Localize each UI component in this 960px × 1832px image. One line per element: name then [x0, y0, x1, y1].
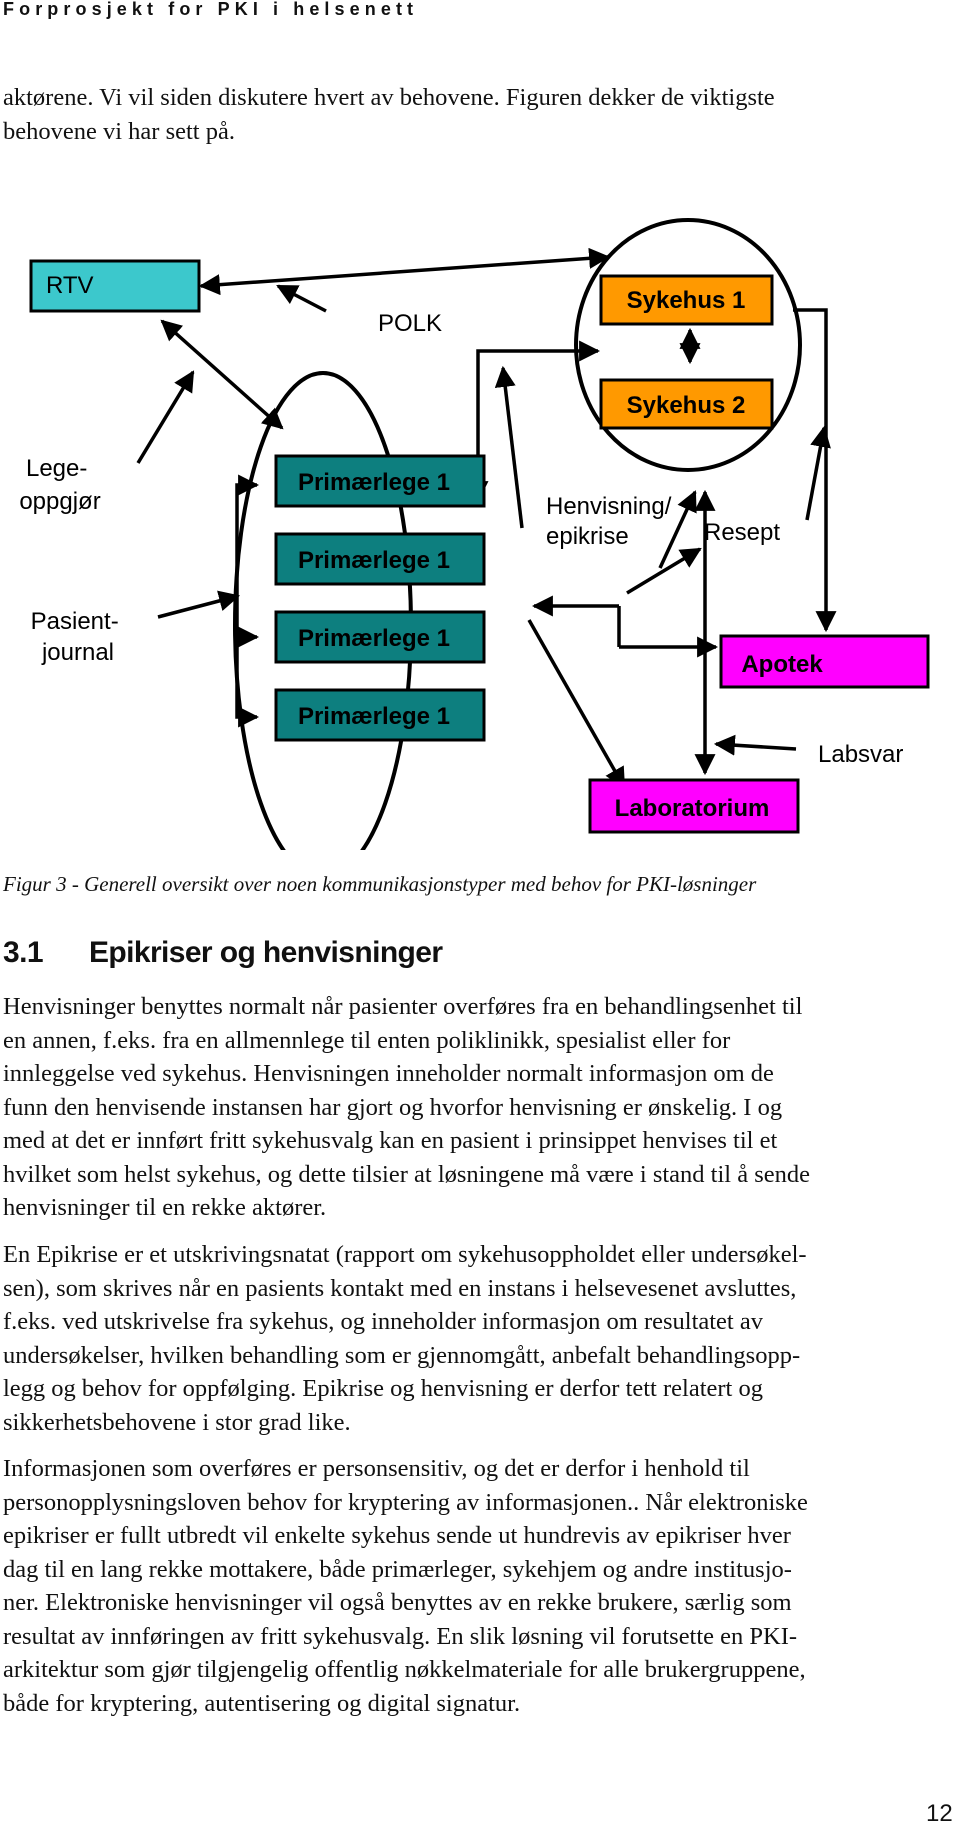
text-line: en annen, f.eks. fra en allmennlege til enten poliklinikk, spesialist eller for: [3, 1026, 731, 1054]
section-number: 3.1: [3, 936, 43, 969]
intro-line: behovene vi har sett på.: [3, 117, 235, 145]
legeoppgjor-line: Lege-: [25, 455, 88, 482]
intro-paragraph: [3, 81, 775, 148]
primaerlege-label: Primærlege 1: [297, 625, 451, 652]
text-line: dag til en lang rekke mottakere, både primærleger, sykehjem og andre institusjo-: [3, 1555, 792, 1583]
text-line: sen), som skrives når en pasients kontakt med en instans i helsevesenet avsluttes,: [3, 1274, 797, 1302]
text-line: med at det er innført fritt sykehusvalg kan en pasient i prinsippet henvises til et: [3, 1127, 778, 1154]
figure-caption: Figur 3 - Generell oversikt over noen kommunikasjonstyper med behov for PKI-løsninger: [3, 872, 757, 896]
sykehus-1-label: Sykehus 1: [626, 287, 746, 314]
paragraph-informasjon: [3, 1452, 808, 1720]
pasientjournal-label: [31, 608, 126, 666]
text-line: innleggelse ved sykehus. Henvisningen inneholder normalt informasjon om de: [3, 1060, 774, 1087]
pasientjournal-line: journal: [41, 639, 115, 666]
text-line: f.eks. ved utskrivelse fra sykehus, og inneholder informasjon om resultatet av: [3, 1308, 763, 1335]
sykehus-2-label: Sykehus 2: [626, 392, 746, 419]
primaerlege-label: Primærlege 1: [297, 547, 451, 574]
text-line: hvilket som helst sykehus, og dette tilsier at løsningene må være i stand til å sende: [3, 1160, 810, 1188]
text-line: Informasjonen som overføres er personsensitiv, og det er derfor i henhold til: [3, 1455, 750, 1482]
text-line: sikkerhetsbehovene i stor grad like.: [3, 1408, 351, 1436]
text-line: både for kryptering, autentisering og digital signatur.: [3, 1689, 521, 1717]
primaerlege-label: Primærlege 1: [297, 703, 451, 730]
rtv-label: RTV: [46, 272, 94, 299]
paragraph-epikrise: [3, 1238, 807, 1439]
labsvar-label: Labsvar: [818, 741, 904, 768]
page-number: 12: [926, 1800, 953, 1827]
text-line: epikriser er fullt utbredt vil enkelte sykehus sende ut hundrevis av epikriser hver: [3, 1522, 791, 1549]
primaerlege-label: Primærlege 1: [297, 469, 451, 496]
legeoppgjor-label: [19, 455, 100, 515]
paragraph-henvisninger: [3, 990, 810, 1225]
polk-label: POLK: [377, 310, 443, 337]
text-line: legg og behov for oppfølging. Epikrise og henvisning er derfor tett relatert og: [3, 1375, 763, 1402]
section-heading: [3, 936, 442, 970]
text-line: undersøkelser, hvilken behandling som er gjennomgått, anbefalt behandlingsopp-: [3, 1341, 801, 1369]
text-line: henvisninger til en rekke aktører.: [3, 1194, 327, 1221]
text-line: Henvisninger benyttes normalt når pasienter overføres fra en behandlingsenhet til: [3, 993, 803, 1020]
running-header: Forprosjekt for PKI i helsenett: [3, 0, 419, 19]
henvisning-epikrise-label: [546, 493, 678, 550]
text-line: personopplysningsloven behov for kryptering av informasjonen.. Når elektroniske: [3, 1488, 808, 1516]
resept-label: Resept: [704, 519, 781, 546]
pasientjournal-line: Pasient-: [30, 608, 119, 635]
communication-diagram: [0, 210, 960, 850]
intro-line: aktørene. Vi vil siden diskutere hvert av behovene. Figuren dekker de viktigste: [3, 84, 775, 111]
text-line: En Epikrise er et utskrivingsnatat (rapport om sykehusoppholdet eller undersøkel-: [3, 1241, 807, 1268]
laboratorium-label: Laboratorium: [614, 795, 770, 822]
section-title: Epikriser og henvisninger: [89, 936, 443, 969]
text-line: arkitektur som gjør tilgjengelig offentlig nøkkelmateriale for alle brukergruppene,: [3, 1656, 806, 1683]
henvisning-line: Henvisning/: [546, 493, 672, 520]
sykehus-ellipse: [576, 220, 800, 470]
text-line: resultat av innføringen av fritt sykehusvalg. En slik løsning vil forutsette en PKI-: [3, 1622, 798, 1650]
henvisning-line: epikrise: [546, 523, 629, 550]
text-line: ner. Elektroniske henvisninger vil også benyttes av en rekke brukere, særlig som: [3, 1589, 792, 1616]
apotek-label: Apotek: [741, 651, 823, 678]
legeoppgjor-line: oppgjør: [19, 488, 101, 515]
text-line: funn den henvisende instansen har gjort og hvorfor henvisning er ønskelig. I og: [3, 1093, 783, 1121]
